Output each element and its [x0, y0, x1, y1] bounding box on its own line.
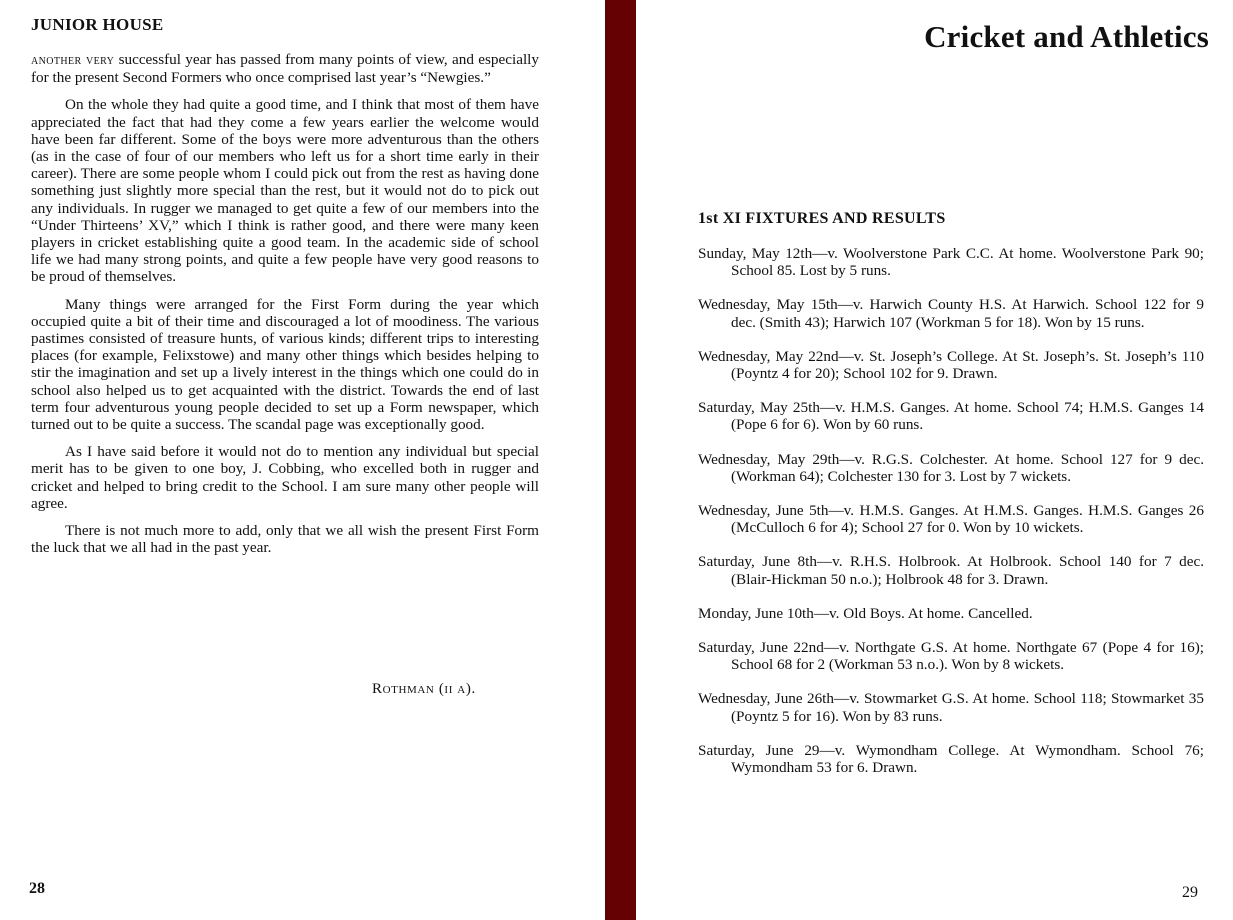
- fixture-entry: Sunday, May 12th—v. Woolverstone Park C.C. At home. Woolverstone Park 90; School 85. Lost by 5 runs.: [698, 245, 1204, 280]
- article-body: [31, 51, 539, 566]
- paragraph: Many things were arranged for the First Form during the year which occupied quite a bit of their time and discouraged a lot of moodiness. The various pastimes consisted of treasure hunts, of various kinds; different trips to interesting places (for example, Felixstowe) and many other things which besides helping to stir the imagination and set up a lively interest in the things which one could do in school also helped us to get acquainted with the district. Towards the end of last term four adventurous young people decided to set up a Form newspaper, which turned out to be quite a success. The scandal page was exceptionally good.: [31, 295, 539, 434]
- fixture-entry: Wednesday, May 22nd—v. St. Joseph’s College. At St. Joseph’s. St. Joseph’s 110 (Poyntz 4 for 20); School 102 for 9. Drawn.: [698, 347, 1204, 383]
- paragraph: There is not much more to add, only that we all wish the present First Form the luck that we all had in the past year.: [31, 522, 539, 557]
- page-number: 29: [1182, 884, 1198, 901]
- paragraph: As I have said before it would not do to mention any individual but special merit has to be given to one boy, J. Cobbing, who excelled both in rugger and cricket and helped to bring credit to the School. I am sure many other people will agree.: [31, 443, 539, 512]
- book-spine-bar: [605, 0, 636, 920]
- paragraph: On the whole they had quite a good time, and I think that most of them have appreciated the fact that had they come a few years earlier the welcome would have been far different. Some of the boys were more adventurous than the others (as in the case of four of our members who left us for a short time early in their career). There are some people whom I could pick out from the rest as having done something just slightly more special than the rest, but it would not do to pick out any individuals. In rugger we managed to get quite a few of our members into the “Under Thirteens’ XV,” which I think is rather good, and there were many keen players in cricket establishing quite a good team. In the academic side of school life we had many strong points, and quite a few people have very good reasons to be proud of themselves.: [31, 96, 539, 286]
- fixture-entry: Wednesday, June 26th—v. Stowmarket G.S. At home. School 118; Stowmarket 35 (Poyntz 5 for 16). Won by 83 runs.: [698, 690, 1204, 725]
- fixture-entry: Monday, June 10th—v. Old Boys. At home. Cancelled.: [698, 604, 1033, 622]
- section-heading: JUNIOR HOUSE: [31, 15, 164, 34]
- right-page: [636, 0, 1233, 920]
- paragraph: another very successful year has passed from many points of view, and especially for the present Second Formers who once comprised last year’s “Newgies.”: [31, 51, 539, 87]
- fixture-entry: Saturday, June 8th—v. R.H.S. Holbrook. At Holbrook. School 140 for 7 dec. (Blair-Hickman 50 n.o.); Holbrook 48 for 3. Drawn.: [698, 553, 1204, 588]
- opening-small-caps: another very: [31, 53, 115, 68]
- section-subheading: 1st XI FIXTURES AND RESULTS: [698, 210, 946, 227]
- fixture-entry: Wednesday, June 5th—v. H.M.S. Ganges. At H.M.S. Ganges. H.M.S. Ganges 26 (McCulloch 6 for 4); School 27 for 0. Won by 10 wickets.: [698, 502, 1204, 537]
- fixture-entry: Wednesday, May 29th—v. R.G.S. Colchester. At home. School 127 for 9 dec. (Workman 64); Colchester 130 for 3. Lost by 7 wickets.: [698, 450, 1204, 485]
- page-title: Cricket and Athletics: [924, 19, 1209, 54]
- author-signature: Rothman (ii a).: [372, 681, 476, 697]
- fixtures-list: [698, 245, 1204, 793]
- fixture-entry: Wednesday, May 15th—v. Harwich County H.S. At Harwich. School 122 for 9 dec. (Smith 43); Harwich 107 (Workman 5 for 18). Won by 15 runs.: [698, 296, 1204, 331]
- fixture-entry: Saturday, May 25th—v. H.M.S. Ganges. At home. School 74; H.M.S. Ganges 14 (Pope 6 for 6). Won by 60 runs.: [698, 399, 1204, 434]
- fixture-entry: Saturday, June 22nd—v. Northgate G.S. At home. Northgate 67 (Pope 4 for 16); School 68 for 2 (Workman 53 n.o.). Won by 8 wickets.: [698, 639, 1204, 674]
- left-page: [0, 0, 605, 920]
- page-number: 28: [29, 880, 45, 897]
- fixture-entry: Saturday, June 29—v. Wymondham College. At Wymondham. School 76; Wymondham 53 for 6. Drawn.: [698, 741, 1204, 777]
